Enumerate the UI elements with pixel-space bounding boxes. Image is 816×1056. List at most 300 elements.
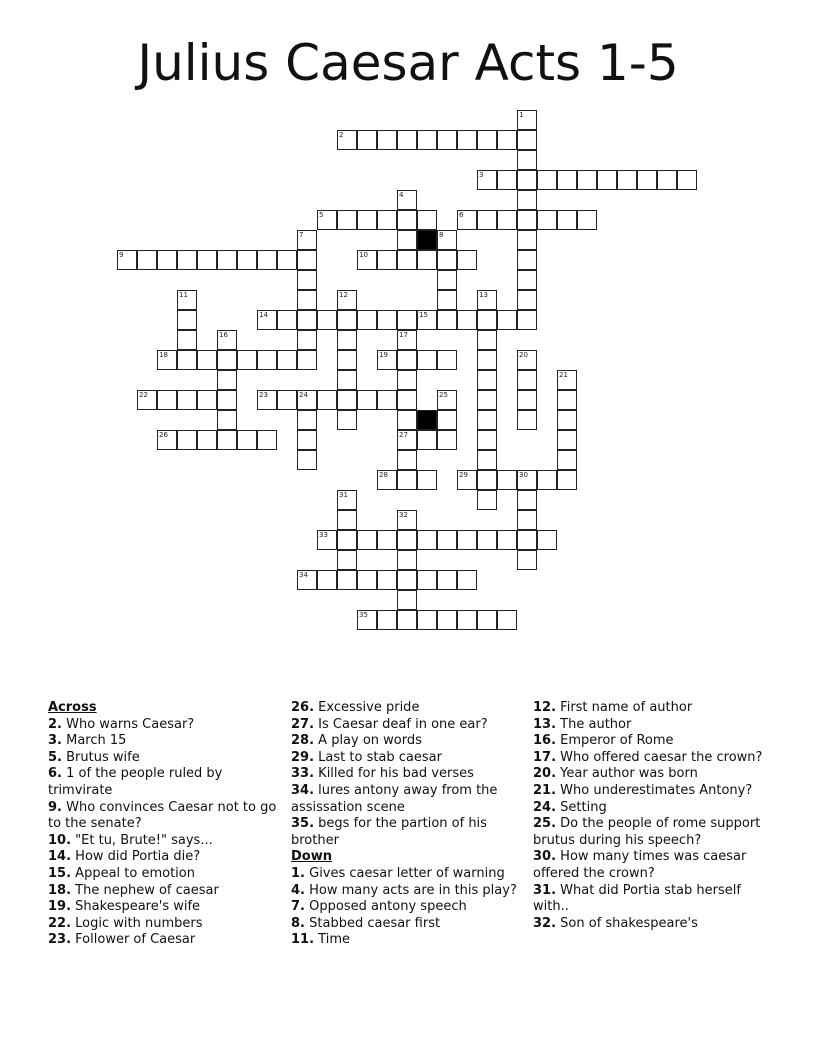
grid-cell[interactable] [397,590,417,610]
grid-cell[interactable] [337,570,357,590]
clue-item [533,733,773,750]
grid-cell[interactable] [337,290,357,310]
grid-cell[interactable] [397,190,417,210]
grid-cell[interactable] [397,130,417,150]
grid-cell[interactable] [457,130,477,150]
grid-cell[interactable] [297,270,317,290]
clue-number: 15 [419,311,428,319]
clue-item-text: Who offered caesar the crown? [560,749,763,765]
grid-cell[interactable] [477,470,497,490]
grid-cell[interactable] [497,310,517,330]
clue-item-number: 18. [48,882,72,898]
grid-cell[interactable] [397,550,417,570]
page-title: Julius Caesar Acts 1-5 [137,34,679,92]
grid-cell[interactable] [217,330,237,350]
grid-cell[interactable] [297,230,317,250]
grid-cell[interactable] [457,250,477,270]
grid-cell[interactable] [297,350,317,370]
clue-item-number: 31. [533,882,557,898]
clue-item-text: Follower of Caesar [75,932,196,948]
grid-cell[interactable] [357,210,377,230]
grid-cell[interactable] [217,370,237,390]
grid-cell[interactable] [177,330,197,350]
grid-cell[interactable] [277,310,297,330]
grid-cell[interactable] [557,430,577,450]
grid-cell[interactable] [337,390,357,410]
grid-cell[interactable] [477,530,497,550]
grid-cell[interactable] [377,350,397,370]
clue-item-text: The nephew of caesar [75,882,219,898]
grid-cell[interactable] [257,250,277,270]
clue-item-text: Who warns Caesar? [66,716,195,732]
grid-cell[interactable] [177,430,197,450]
grid-cell[interactable] [377,530,397,550]
grid-cell[interactable] [297,410,317,430]
clue-item-number: 33. [291,766,315,782]
grid-cell[interactable] [397,510,417,530]
grid-cell[interactable] [517,190,537,210]
grid-cell[interactable] [517,270,537,290]
grid-cell[interactable] [337,330,357,350]
grid-cell[interactable] [177,350,197,370]
clue-item-text: Who underestimates Antony? [560,782,753,798]
grid-cell[interactable] [417,350,437,370]
clue-number: 10 [359,251,368,259]
grid-cell[interactable] [477,410,497,430]
grid-cell[interactable] [197,350,217,370]
grid-cell[interactable] [297,330,317,350]
clue-number: 2 [339,131,344,139]
grid-cell[interactable] [557,410,577,430]
grid-cell[interactable] [177,310,197,330]
grid-cell[interactable] [477,610,497,630]
grid-cell[interactable] [477,210,497,230]
clue-item-text: Opposed antony speech [309,899,467,915]
grid-cell[interactable] [357,250,377,270]
grid-cell[interactable] [417,610,437,630]
grid-cell[interactable] [477,370,497,390]
grid-cell[interactable] [197,250,217,270]
clue-item-number: 26. [291,700,315,715]
grid-cell[interactable] [577,170,597,190]
grid-cell[interactable] [377,310,397,330]
grid-cell[interactable] [377,130,397,150]
grid-cell[interactable] [517,250,537,270]
clue-item [291,932,531,949]
grid-cell[interactable] [477,350,497,370]
grid-cell[interactable] [297,290,317,310]
clue-column-3 [533,700,773,932]
grid-cell[interactable] [437,130,457,150]
clue-number: 1 [519,111,524,119]
grid-cell[interactable] [417,530,437,550]
grid-cell[interactable] [357,390,377,410]
grid-cell[interactable] [157,430,177,450]
clue-item-text: How did Portia die? [75,849,201,865]
grid-cell[interactable] [317,390,337,410]
grid-cell[interactable] [497,170,517,190]
clue-item [533,816,773,849]
grid-cell[interactable] [477,490,497,510]
grid-cell[interactable] [397,210,417,230]
clue-item-number: 22. [48,915,72,931]
clue-item-number: 34. [291,782,315,798]
clue-item-number: 30. [533,849,557,865]
grid-cell[interactable] [397,430,417,450]
clue-item [48,866,288,883]
clue-item-text: Shakespeare's wife [75,899,201,915]
grid-cell[interactable] [337,410,357,430]
clue-item [533,883,773,916]
grid-cell[interactable] [437,350,457,370]
clue-number: 21 [559,371,568,379]
clue-item-number: 7. [291,899,305,915]
grid-cell[interactable] [397,370,417,390]
grid-cell[interactable] [477,390,497,410]
grid-cell[interactable] [477,330,497,350]
grid-cell[interactable] [517,150,537,170]
grid-cell[interactable] [417,310,437,330]
clue-column-2 [291,700,531,949]
grid-cell[interactable] [357,570,377,590]
clue-number: 31 [339,491,348,499]
clue-number: 23 [259,391,268,399]
grid-cell[interactable] [477,170,497,190]
grid-cell[interactable] [397,610,417,630]
clue-item-number: 4. [291,882,305,898]
grid-cell[interactable] [157,390,177,410]
grid-cell[interactable] [457,610,477,630]
grid-cell[interactable] [437,410,457,430]
clue-item-text: Time [318,932,350,948]
grid-cell[interactable] [277,350,297,370]
grid-cell[interactable] [297,310,317,330]
grid-cell[interactable] [557,450,577,470]
clue-item-text: Is Caesar deaf in one ear? [318,716,488,732]
grid-cell[interactable] [337,210,357,230]
grid-cell[interactable] [437,430,457,450]
grid-cell[interactable] [457,570,477,590]
grid-cell[interactable] [157,350,177,370]
grid-cell[interactable] [257,310,277,330]
grid-cell[interactable] [337,310,357,330]
clue-item-text: Emperor of Rome [560,733,674,749]
grid-cell[interactable] [177,250,197,270]
grid-cell[interactable] [497,530,517,550]
clue-item-text: Son of shakespeare's [560,915,698,931]
grid-cell[interactable] [317,210,337,230]
grid-cell[interactable] [397,470,417,490]
grid-cell[interactable] [557,170,577,190]
grid-cell[interactable] [417,250,437,270]
grid-cell[interactable] [517,510,537,530]
grid-cell[interactable] [577,210,597,230]
clue-item [291,916,531,933]
grid-cell[interactable] [517,550,537,570]
grid-cell[interactable] [437,250,457,270]
grid-cell[interactable] [457,470,477,490]
grid-cell[interactable] [317,530,337,550]
clue-item-text: Gives caesar letter of warning [309,865,505,881]
clue-item [291,717,531,734]
grid-cell[interactable] [417,470,437,490]
grid-cell[interactable] [457,210,477,230]
clue-item-text: Brutus wife [66,749,140,765]
clue-number: 33 [319,531,328,539]
grid-cell[interactable] [457,310,477,330]
clue-number: 20 [519,351,528,359]
grid-cell[interactable] [517,130,537,150]
clue-number: 16 [219,331,228,339]
clue-item [48,833,288,850]
grid-cell[interactable] [557,390,577,410]
clue-item [48,916,288,933]
grid-cell[interactable] [317,310,337,330]
grid-cell[interactable] [397,530,417,550]
clue-item-text: What did Portia stab herself with.. [533,882,741,915]
clue-number: 26 [159,431,168,439]
grid-cell[interactable] [217,250,237,270]
grid-cell[interactable] [397,230,417,250]
clue-item [291,733,531,750]
grid-cell[interactable] [397,330,417,350]
grid-cell[interactable] [357,610,377,630]
clue-item-text: Do the people of rome support brutus during his speech? [533,816,761,848]
grid-cell[interactable] [337,530,357,550]
grid-cell[interactable] [377,390,397,410]
clue-item [48,883,288,900]
grid-cell[interactable] [657,170,677,190]
clue-item-text: begs for the partion of his brother [291,816,487,848]
grid-cell[interactable] [517,310,537,330]
grid-cell[interactable] [437,390,457,410]
clue-number: 13 [479,291,488,299]
grid-cell[interactable] [537,210,557,230]
grid-cell[interactable] [437,530,457,550]
clue-item-number: 19. [48,899,72,915]
clue-item [48,800,288,833]
grid-cell[interactable] [297,250,317,270]
grid-cell[interactable] [337,550,357,570]
grid-cell[interactable] [437,610,457,630]
grid-cell[interactable] [377,470,397,490]
grid-cell[interactable] [517,290,537,310]
clue-number: 9 [119,251,124,259]
clue-number: 30 [519,471,528,479]
clue-item [533,800,773,817]
grid-cell[interactable] [337,370,357,390]
clue-item-number: 23. [48,932,72,948]
clue-item [533,717,773,734]
grid-cell[interactable] [217,350,237,370]
grid-cell[interactable] [397,390,417,410]
grid-cell[interactable] [217,390,237,410]
clue-item-number: 9. [48,799,62,815]
grid-cell[interactable] [477,430,497,450]
clue-item [533,783,773,800]
clue-item-text: Appeal to emotion [75,865,195,881]
grid-cell[interactable] [517,370,537,390]
clue-item [533,700,773,717]
clue-item [291,783,531,816]
grid-cell[interactable] [397,450,417,470]
grid-cell[interactable] [397,310,417,330]
clue-item-text: 1 of the people ruled by trimvirate [48,766,223,798]
clue-item [48,733,288,750]
grid-cell[interactable] [597,170,617,190]
grid-cell[interactable] [437,570,457,590]
grid-cell[interactable] [497,130,517,150]
grid-cell[interactable] [417,130,437,150]
grid-cell[interactable] [517,390,537,410]
grid-cell[interactable] [357,130,377,150]
grid-cell[interactable] [457,530,477,550]
grid-cell[interactable] [337,130,357,150]
clue-item-number: 29. [291,749,315,765]
grid-cell[interactable] [337,490,357,510]
grid-cell[interactable] [517,230,537,250]
grid-cell[interactable] [557,210,577,230]
clue-item [291,700,531,717]
clue-item-text: Stabbed caesar first [309,915,441,931]
clue-item [291,816,531,849]
clue-item-number: 21. [533,782,557,798]
clue-item-number: 8. [291,915,305,931]
clue-item-number: 15. [48,865,72,881]
grid-cell[interactable] [137,390,157,410]
grid-cell[interactable] [217,410,237,430]
clue-number: 11 [179,291,188,299]
clue-item-number: 12. [533,700,557,715]
grid-cell[interactable] [517,210,537,230]
clue-item-number: 35. [291,816,315,832]
grid-cell[interactable] [197,390,217,410]
grid-cell[interactable] [517,530,537,550]
clue-item [291,766,531,783]
clue-item-number: 27. [291,716,315,732]
grid-cell[interactable] [317,570,337,590]
clue-item-text: Excessive pride [318,700,420,715]
grid-cell[interactable] [237,350,257,370]
clue-item-number: 2. [48,716,62,732]
clue-number: 34 [299,571,308,579]
clue-number: 18 [159,351,168,359]
grid-cell[interactable] [437,230,457,250]
clue-item-number: 24. [533,799,557,815]
clue-number: 29 [459,471,468,479]
grid-cell[interactable] [397,570,417,590]
clue-item-text: How many acts are in this play? [309,882,517,898]
grid-cell[interactable] [497,470,517,490]
clue-number: 17 [399,331,408,339]
grid-cell[interactable] [517,410,537,430]
clue-item-number: 1. [291,865,305,881]
grid-cell[interactable] [177,390,197,410]
grid-cell[interactable] [477,290,497,310]
clue-number: 19 [379,351,388,359]
grid-cell[interactable] [397,350,417,370]
grid-cell[interactable] [357,310,377,330]
grid-cell[interactable] [517,170,537,190]
grid-cell[interactable] [477,130,497,150]
grid-cell[interactable] [177,290,197,310]
grid-cell[interactable] [277,390,297,410]
grid-cell[interactable] [377,610,397,630]
grid-cell[interactable] [417,570,437,590]
grid-cell[interactable] [437,270,457,290]
clue-number: 8 [439,231,444,239]
grid-cell[interactable] [157,250,177,270]
grid-cell[interactable] [437,290,457,310]
clue-item [533,766,773,783]
grid-cell[interactable] [377,210,397,230]
grid-cell[interactable] [237,430,257,450]
grid-cell[interactable] [397,410,417,430]
grid-cell[interactable] [517,470,537,490]
grid-cell[interactable] [297,450,317,470]
grid-cell[interactable] [417,210,437,230]
grid-cell[interactable] [617,170,637,190]
grid-cell[interactable] [477,450,497,470]
clue-number: 4 [399,191,404,199]
grid-cell[interactable] [537,530,557,550]
grid-cell[interactable] [117,250,137,270]
clue-number: 35 [359,611,368,619]
grid-cell[interactable] [517,490,537,510]
grid-cell[interactable] [557,470,577,490]
grid-cell[interactable] [477,310,497,330]
grid-cell[interactable] [537,170,557,190]
grid-cell[interactable] [517,110,537,130]
grid-cell[interactable] [357,530,377,550]
grid-cell[interactable] [257,430,277,450]
grid-cell[interactable] [377,570,397,590]
clue-item-number: 14. [48,849,72,865]
grid-cell[interactable] [677,170,697,190]
grid-cell[interactable] [277,250,297,270]
grid-cell[interactable] [297,430,317,450]
clue-item-text: Last to stab caesar [318,749,442,765]
clue-item-number: 5. [48,749,62,765]
grid-cell[interactable] [517,350,537,370]
clue-item-number: 32. [533,915,557,931]
grid-cell[interactable] [397,250,417,270]
grid-cell[interactable] [137,250,157,270]
grid-cell[interactable] [437,310,457,330]
grid-cell[interactable] [497,610,517,630]
grid-cell[interactable] [337,350,357,370]
grid-cell[interactable] [637,170,657,190]
grid-cell[interactable] [297,390,317,410]
grid-cell[interactable] [337,510,357,530]
grid-cell[interactable] [237,250,257,270]
grid-cell[interactable] [257,390,277,410]
grid-cell[interactable] [197,430,217,450]
grid-cell[interactable] [257,350,277,370]
grid-cell[interactable] [557,370,577,390]
clue-item-number: 20. [533,766,557,782]
grid-cell[interactable] [417,430,437,450]
clue-item-number: 10. [48,832,72,848]
grid-cell[interactable] [217,430,237,450]
grid-cell[interactable] [377,250,397,270]
grid-cell[interactable] [537,470,557,490]
grid-cell[interactable] [497,210,517,230]
clue-item [533,916,773,933]
clue-item-text: Who convinces Caesar not to go to the senate? [48,799,277,832]
clue-item-text: Setting [560,799,607,815]
grid-cell[interactable] [297,570,317,590]
